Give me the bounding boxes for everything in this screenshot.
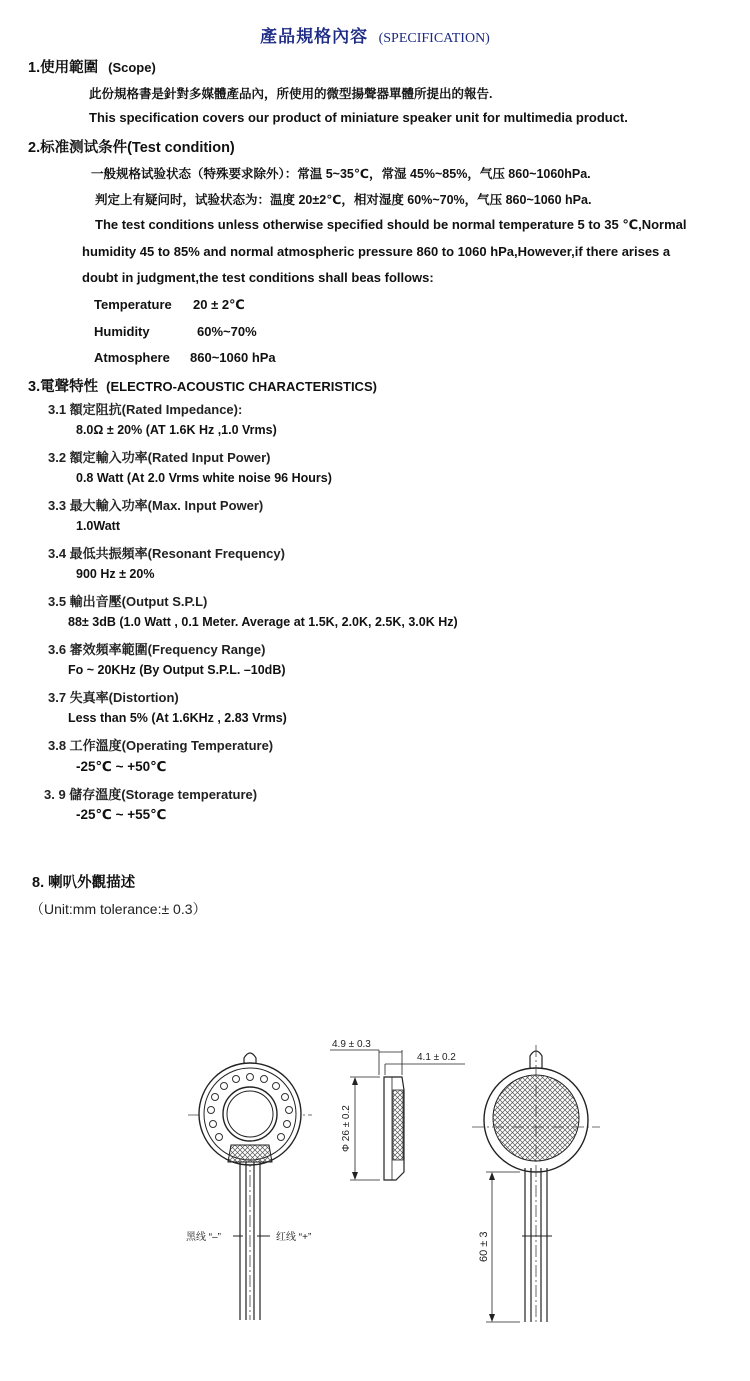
appearance-heading: 8. 喇叭外觀描述 xyxy=(32,875,136,891)
spec-label-frequency: 3.6 審效頻率範圍(Frequency Range) xyxy=(48,642,266,657)
wire-black-label: 黑线 “–” xyxy=(186,1232,221,1243)
dim-depth-label: 4.1 ± 0.2 xyxy=(417,1052,456,1063)
test-temperature-label: Temperature xyxy=(94,297,172,312)
spec-label-impedance: 3.1 額定阻抗(Rated Impedance): xyxy=(48,402,243,417)
scope-heading: 1.使用範圍 (Scope) xyxy=(28,60,156,76)
scope-line-en: This specification covers our product of miniature speaker unit for multimedia product. xyxy=(89,110,628,125)
test-line-1: 一般规格试验状态（特殊要求除外）：常温 5~35℃，常湿 45%~85%，气压 860~1060hPa. xyxy=(91,167,591,181)
spec-label-resonant: 3.4 最低共振頻率(Resonant Frequency) xyxy=(48,546,285,561)
spec-value-storage-temp: -25℃ ~ +55℃ xyxy=(76,807,167,822)
unit-note: （Unit:mm tolerance:± 0.3） xyxy=(30,901,207,917)
scope-line-cn: 此份規格書是針對多媒體產品內，所使用的微型揚聲器單體所提出的報告. xyxy=(89,87,493,101)
spec-value-frequency: Fo ~ 20KHz (By Output S.P.L. –10dB) xyxy=(68,663,286,677)
speaker-drawing xyxy=(0,1020,750,1360)
test-en-2: humidity 45 to 85% and normal atmospheric pressure 860 to 1060 hPa,However,if there arises a xyxy=(82,244,671,259)
front-view xyxy=(186,1053,312,1320)
test-en-1: The test conditions unless otherwise specified should be normal temperature 5 to 35 ℃,Normal xyxy=(95,217,687,232)
spec-value-max-power: 1.0Watt xyxy=(76,519,120,533)
dim-lead-label: 60 ± 3 xyxy=(478,1231,490,1262)
back-view xyxy=(472,1045,600,1322)
spec-value-distortion: Less than 5% (At 1.6KHz , 2.83 Vrms) xyxy=(68,711,287,725)
spec-label-storage-temp: 3. 9 儲存溫度(Storage temperature) xyxy=(44,787,258,802)
test-line-2: 判定上有疑问时，试验状态为：温度 20±2℃，相对湿度 60%~70%，气压 860~1060 hPa. xyxy=(95,193,592,207)
page-title xyxy=(0,22,750,47)
spec-label-rated-power: 3.2 額定輸入功率(Rated Input Power) xyxy=(48,450,271,465)
test-temperature-value: 20 ± 2℃ xyxy=(193,297,245,312)
spec-label-operating-temp: 3.8 工作溫度(Operating Temperature) xyxy=(48,738,274,753)
test-humidity-value: 60%~70% xyxy=(197,324,257,339)
spec-label-max-power: 3.3 最大輸入功率(Max. Input Power) xyxy=(48,498,264,513)
spec-value-resonant: 900 Hz ± 20% xyxy=(76,567,155,581)
spec-label-spl: 3.5 輸出音壓(Output S.P.L) xyxy=(48,594,208,609)
test-heading: 2.标准测试条件(Test condition) xyxy=(28,140,235,156)
test-humidity-label: Humidity xyxy=(94,324,150,339)
test-atmosphere-value: 860~1060 hPa xyxy=(190,350,276,365)
test-atmosphere-label: Atmosphere xyxy=(94,350,170,365)
dim-diameter-label: Φ 26 ± 0.2 xyxy=(341,1105,352,1152)
test-en-3: doubt in judgment,the test conditions shall beas follows: xyxy=(82,270,434,285)
electro-heading: 3.電聲特性 (ELECTRO-ACOUSTIC CHARACTERISTICS) xyxy=(28,379,377,395)
spec-value-operating-temp: -25℃ ~ +50℃ xyxy=(76,759,167,774)
dim-width-label: 4.9 ± 0.3 xyxy=(332,1039,371,1050)
title-chinese: 產品規格內容 xyxy=(260,27,369,47)
spec-value-impedance: 8.0Ω ± 20% (AT 1.6K Hz ,1.0 Vrms) xyxy=(76,423,277,437)
spec-label-distortion: 3.7 失真率(Distortion) xyxy=(48,690,179,705)
side-view xyxy=(330,1039,465,1180)
spec-value-rated-power: 0.8 Watt (At 2.0 Vrms white noise 96 Hours) xyxy=(76,471,332,485)
wire-red-label: 红线 “+” xyxy=(276,1232,312,1243)
title-english: (SPECIFICATION) xyxy=(378,31,490,46)
spec-value-spl: 88± 3dB (1.0 Watt , 0.1 Meter. Average at 1.5K, 2.0K, 2.5K, 3.0K Hz) xyxy=(68,615,458,629)
